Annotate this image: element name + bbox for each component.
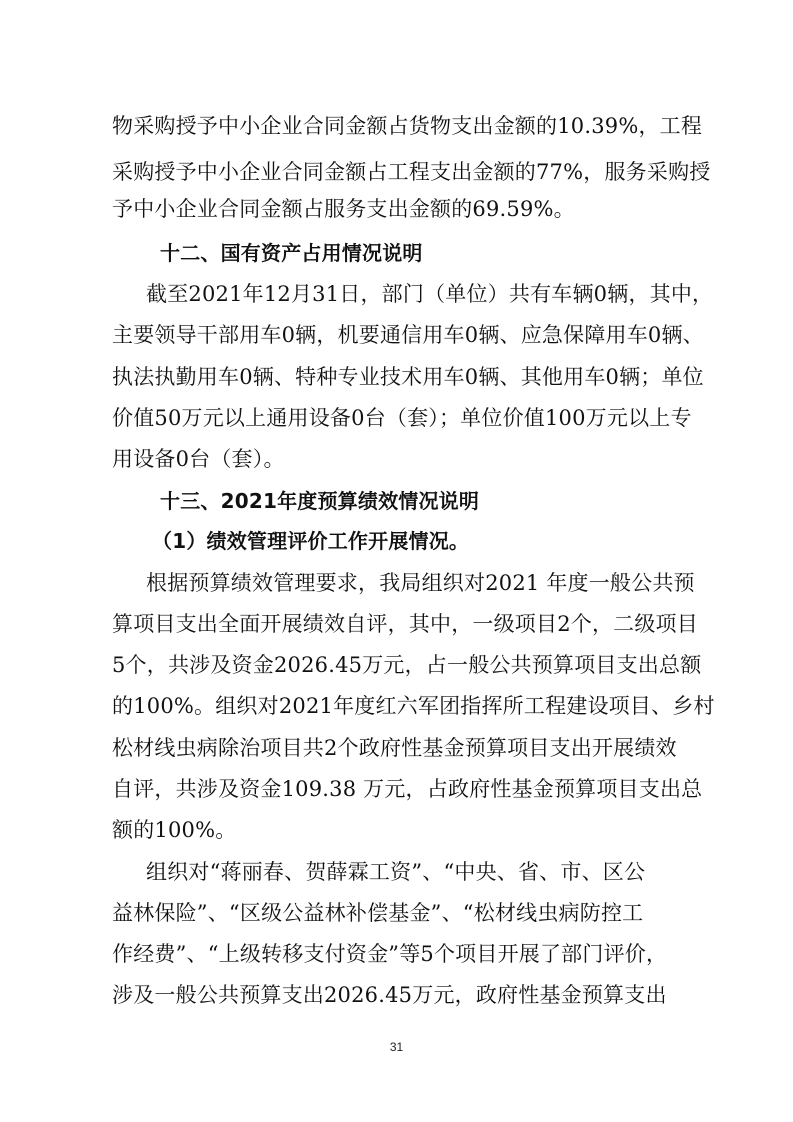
- paragraph-line: 自评，共涉及资金109.38 万元，占政府性基金预算项目支出总: [112, 777, 703, 801]
- section-heading: 十二、国有资产占用情况说明: [160, 241, 423, 265]
- paragraph-line: 作经费”、“上级转移支付资金”等5个项目开展了部门评价，: [112, 942, 668, 966]
- paragraph-line: 物采购授予中小企业合同金额占货物支出金额的10.39%，工程: [112, 114, 703, 138]
- paragraph-line: 算项目支出全面开展绩效自评，其中，一级项目2个，二级项目: [112, 612, 698, 636]
- paragraph-line: 主要领导干部用车0辆，机要通信用车0辆、应急保障用车0辆、: [112, 323, 704, 347]
- paragraph-line: 涉及一般公共预算支出2026.45万元，政府性基金预算支出: [112, 983, 667, 1007]
- section-heading: 十三、2021年度预算绩效情况说明: [160, 489, 480, 513]
- paragraph-line: 采购授予中小企业合同金额占工程支出金额的77%，服务采购授: [112, 160, 711, 184]
- paragraph-line: 的100%。组织对2021年度红六军团指挥所工程建设项目、乡村: [112, 694, 715, 718]
- paragraph-line: 予中小企业合同金额占服务支出金额的69.59%。: [112, 197, 575, 221]
- paragraph-line: 截至2021年12月31日，部门（单位）共有车辆0辆，其中，: [146, 282, 714, 306]
- paragraph-line: 组织对“蒋丽春、贺薛霖工资”、“中央、省、市、区公: [146, 860, 646, 884]
- paragraph-line: 松材线虫病除治项目共2个政府性基金预算项目支出开展绩效: [112, 736, 677, 760]
- paragraph-line: 用设备0台（套）。: [112, 447, 285, 471]
- paragraph-line: 额的100%。: [112, 818, 237, 842]
- paragraph-line: 根据预算绩效管理要求，我局组织对2021 年度一般公共预: [146, 571, 695, 595]
- paragraph-line: 价值50万元以上通用设备0台（套）；单位价值100万元以上专: [112, 406, 692, 430]
- subsection-heading: （1）绩效管理评价工作开展情况。: [152, 529, 470, 553]
- paragraph-line: 5个，共涉及资金2026.45万元，占一般公共预算项目支出总额: [112, 653, 702, 677]
- paragraph-line: 益林保险”、“区级公益林补偿基金”、“松材线虫病防控工: [112, 901, 644, 925]
- paragraph-line: 执法执勤用车0辆、特种专业技术用车0辆、其他用车0辆；单位: [112, 365, 704, 389]
- page-number: 31: [389, 1040, 404, 1054]
